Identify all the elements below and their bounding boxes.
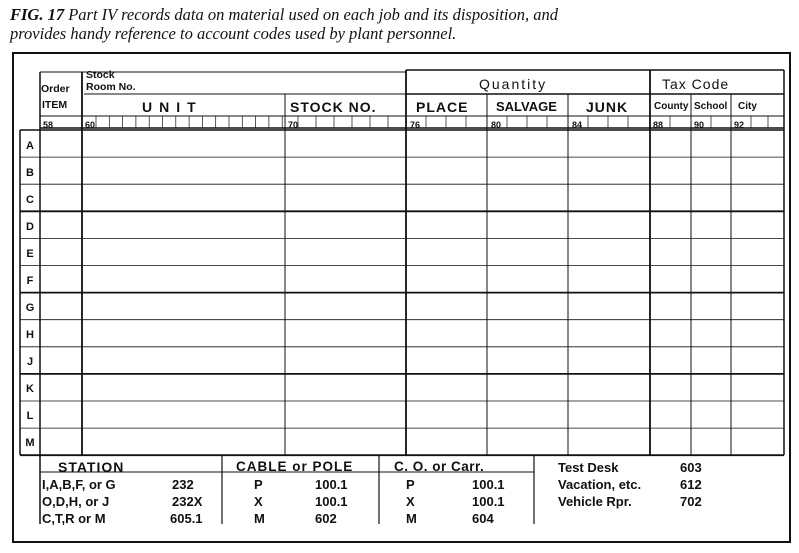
row-label-m: M bbox=[25, 437, 35, 449]
unit-label: UNIT bbox=[142, 99, 203, 115]
county-label: County bbox=[654, 101, 689, 112]
caption-text-1: Part IV records data on material used on each job and its disposition, and bbox=[68, 5, 559, 24]
cable-pole-entry-2-label: X bbox=[254, 494, 263, 509]
row-label-h: H bbox=[26, 329, 34, 341]
co-carr-entry-3-label: M bbox=[406, 511, 417, 526]
room-no-label: Room No. bbox=[86, 81, 136, 93]
row-label-l: L bbox=[26, 410, 34, 422]
column-number-90: 90 bbox=[694, 120, 705, 130]
row-label-a: A bbox=[26, 140, 34, 152]
place-label: PLACE bbox=[416, 99, 469, 115]
row-label-g: G bbox=[25, 302, 35, 314]
cable-pole-entry-1-label: P bbox=[254, 477, 263, 492]
cable-pole-title: CABLE or POLE bbox=[236, 459, 354, 474]
material-record-form bbox=[12, 52, 791, 543]
row-label-c: C bbox=[26, 194, 34, 206]
co-carr-entry-1-label: P bbox=[406, 477, 415, 492]
row-label-b: B bbox=[26, 167, 34, 179]
station-entry-2-code: 232X bbox=[172, 494, 203, 509]
co-carr-title: C. O. or Carr. bbox=[394, 459, 485, 474]
misc-entry-3-label: Vehicle Rpr. bbox=[558, 494, 632, 509]
station-entry-2-label: O,D,H, or J bbox=[42, 494, 110, 509]
row-label-j: J bbox=[26, 356, 34, 368]
stock-no-label: STOCK NO. bbox=[290, 99, 377, 115]
caption-line-2: provides handy reference to account codes used by plant personnel. bbox=[10, 24, 457, 43]
item-label: ITEM bbox=[42, 99, 68, 111]
cable-pole-entry-3-label: M bbox=[254, 511, 265, 526]
column-number-60: 60 bbox=[85, 120, 96, 130]
station-entry-1-code: 232 bbox=[172, 477, 194, 492]
co-carr-entry-2-code: 100.1 bbox=[472, 494, 505, 509]
stock-label: Stock bbox=[86, 69, 115, 81]
station-title: STATION bbox=[58, 459, 125, 475]
misc-entry-2-code: 612 bbox=[680, 477, 702, 492]
station-entry-3-label: C,T,R or M bbox=[42, 511, 106, 526]
column-number-70: 70 bbox=[288, 120, 299, 130]
row-label-k: K bbox=[26, 383, 34, 395]
column-number-58: 58 bbox=[43, 120, 54, 130]
column-number-92: 92 bbox=[734, 120, 745, 130]
cable-pole-entry-2-code: 100.1 bbox=[315, 494, 348, 509]
misc-entry-1-code: 603 bbox=[680, 460, 702, 475]
row-label-d: D bbox=[26, 221, 34, 233]
row-label-f: F bbox=[26, 275, 34, 287]
junk-label: JUNK bbox=[586, 99, 629, 115]
row-label-e: E bbox=[26, 248, 34, 260]
co-carr-entry-2-label: X bbox=[406, 494, 415, 509]
quantity-label: Quantity bbox=[479, 76, 548, 92]
city-label: City bbox=[738, 101, 757, 112]
column-number-88: 88 bbox=[653, 120, 664, 130]
misc-entry-1-label: Test Desk bbox=[558, 460, 619, 475]
cable-pole-entry-3-code: 602 bbox=[315, 511, 337, 526]
cable-pole-entry-1-code: 100.1 bbox=[315, 477, 348, 492]
co-carr-entry-1-code: 100.1 bbox=[472, 477, 505, 492]
column-number-80: 80 bbox=[491, 120, 502, 130]
misc-entry-3-code: 702 bbox=[680, 494, 702, 509]
station-entry-1-label: I,A,B,F, or G bbox=[42, 477, 116, 492]
figure-caption bbox=[10, 5, 790, 43]
misc-entry-2-label: Vacation, etc. bbox=[558, 477, 642, 492]
column-number-84: 84 bbox=[572, 120, 583, 130]
figure-label: FIG. 17 bbox=[10, 5, 65, 24]
order-label: Order bbox=[41, 83, 70, 95]
salvage-label: SALVAGE bbox=[496, 99, 557, 114]
co-carr-entry-3-code: 604 bbox=[472, 511, 494, 526]
tax-code-label: Tax Code bbox=[662, 76, 730, 92]
station-entry-3-code: 605.1 bbox=[170, 511, 203, 526]
school-label: School bbox=[694, 101, 728, 112]
caption-line-1 bbox=[10, 5, 790, 24]
column-number-76: 76 bbox=[410, 120, 421, 130]
